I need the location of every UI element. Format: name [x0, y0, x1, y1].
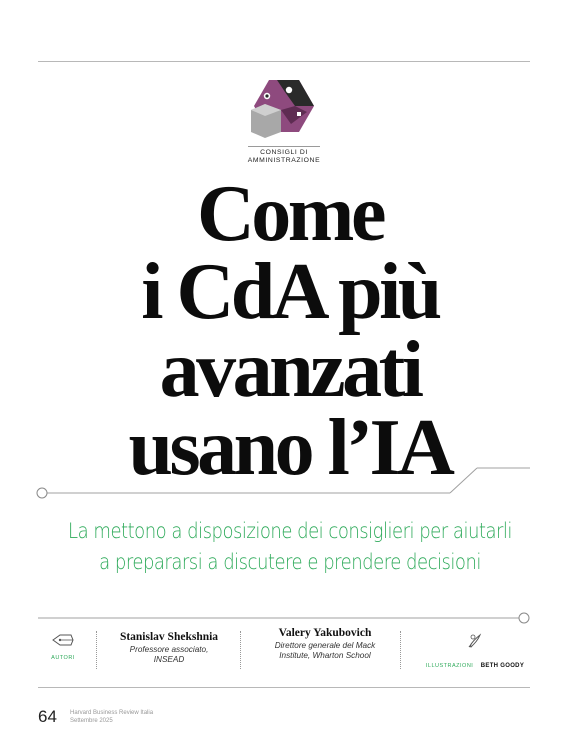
illustrations-block: [420, 633, 530, 672]
credits-separator: [240, 631, 241, 669]
article-headline: [40, 170, 540, 492]
bottom-rule: [38, 687, 530, 688]
illustrations-label: ILLUSTRAZIONI: [425, 663, 474, 669]
credits-bar: [38, 625, 530, 673]
author-2-role-line-2: Institute, Wharton School: [279, 651, 371, 660]
author-2-name: Valery Yakubovich: [278, 627, 372, 639]
authors-label: AUTORI: [51, 655, 75, 661]
author-1-role-line-2: INSEAD: [153, 655, 185, 664]
author-2: [250, 627, 400, 661]
author-1-name: Stanislav Shekshnia: [119, 631, 219, 643]
section-label-line-1: CONSIGLI DI: [260, 149, 308, 156]
hexagon-logo-graphic: [247, 76, 321, 140]
page-number: 64: [38, 707, 57, 726]
credits-separator: [96, 631, 97, 669]
author-1-role-line-1: Professore associato,: [129, 645, 209, 654]
pen-nib-icon: [52, 634, 74, 646]
headline-line-2: i CdA più: [141, 248, 439, 336]
headline-line-1: Come: [197, 170, 383, 258]
folio-publication: Harvard Business Review Italia: [70, 710, 154, 716]
illustrator-name: BETH GOODY: [480, 663, 525, 669]
hexagon-logo-icon: [247, 76, 321, 140]
authors-block: [48, 633, 78, 661]
subtitle-line-1: La mettono a disposizione dei consiglieri per aiutarli: [68, 519, 512, 543]
folio: [70, 709, 153, 725]
brush-icon: [467, 633, 483, 649]
credits-separator: [400, 631, 401, 669]
subtitle-line-2: a prepararsi a discutere e prendere decisioni: [99, 550, 481, 574]
headline-line-4: usano l’IA: [128, 404, 452, 492]
section-label: [230, 149, 338, 165]
section-divider: [248, 146, 320, 147]
author-2-role-line-1: Direttore generale del Mack: [274, 641, 376, 650]
article-subtitle: [58, 516, 522, 578]
section-label-line-2: AMMINISTRAZIONE: [247, 157, 321, 164]
top-rule: [38, 61, 530, 62]
folio-issue: Settembre 2025: [70, 718, 113, 724]
author-1: [100, 631, 238, 665]
headline-line-3: avanzati: [159, 326, 421, 414]
